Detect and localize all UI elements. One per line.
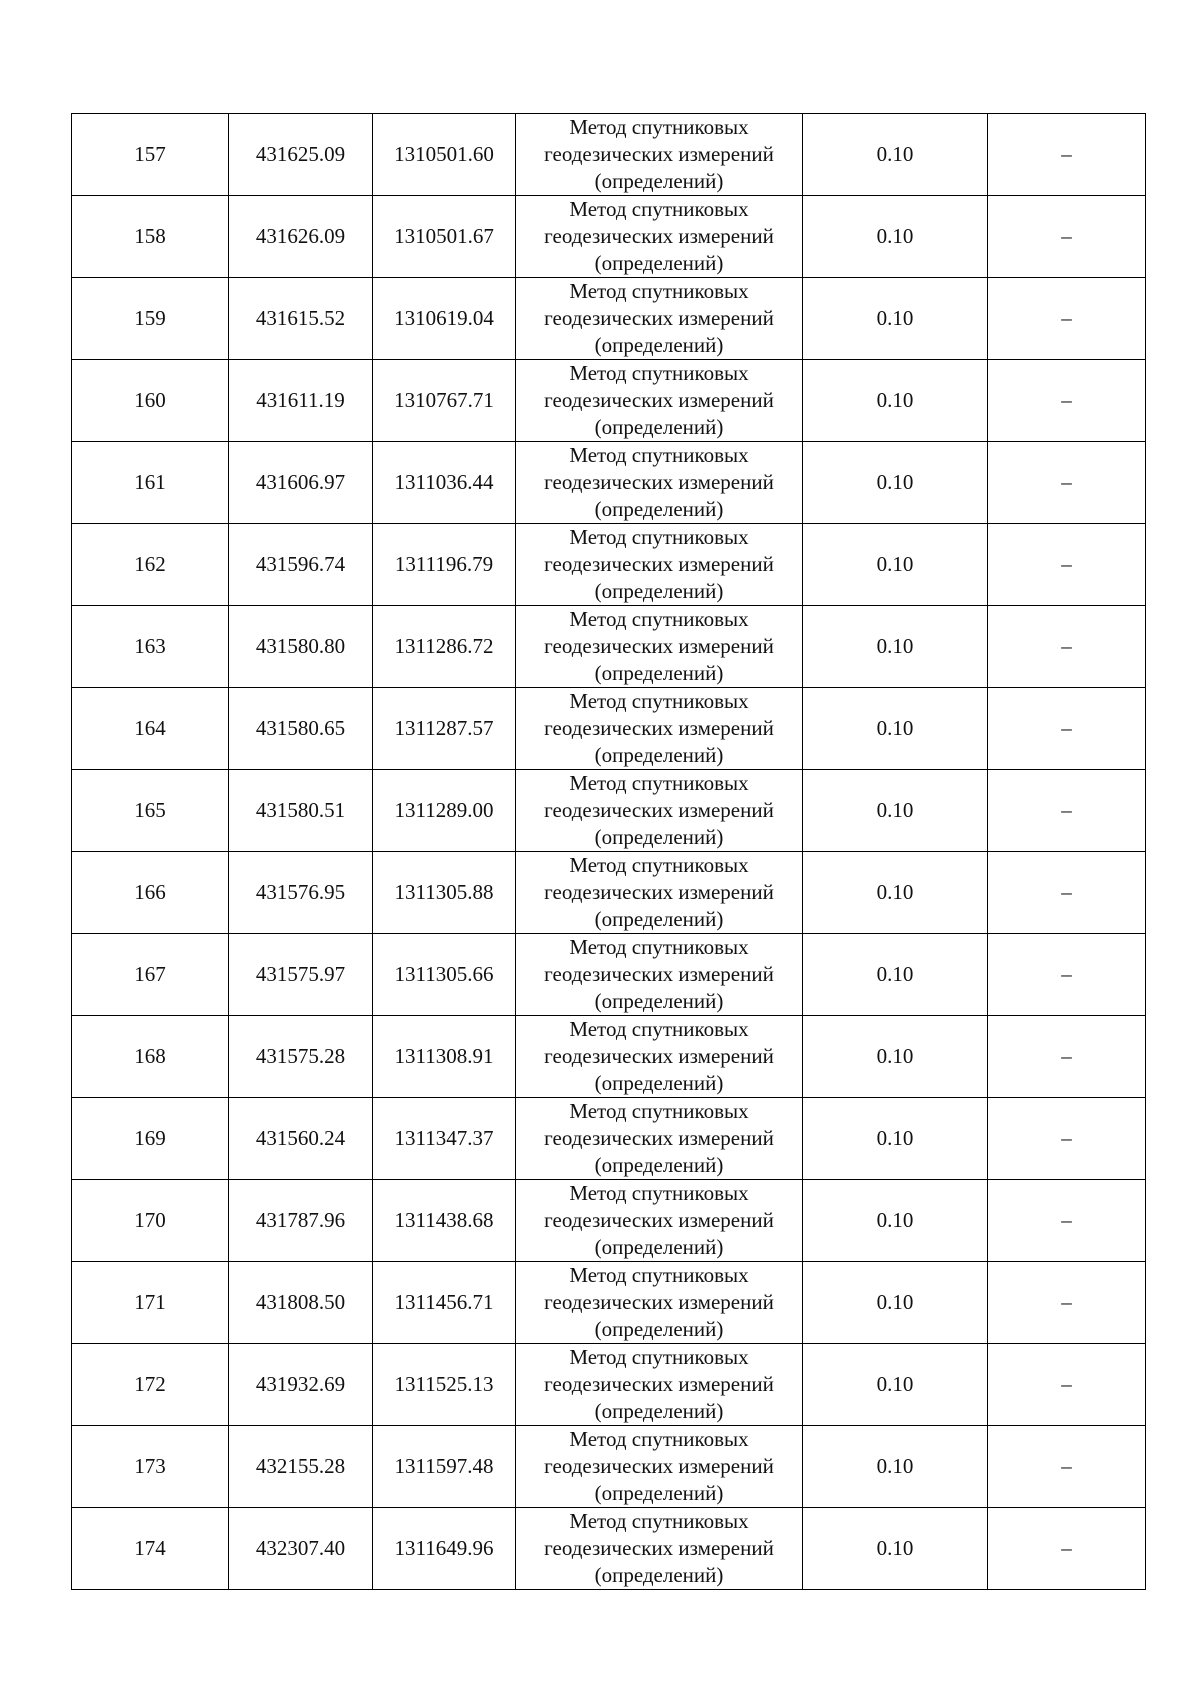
method-line: Метод спутниковых [569, 1017, 749, 1041]
y-coordinate-cell: 1311649.96 [373, 1508, 516, 1590]
y-coordinate-cell: 1311287.57 [373, 688, 516, 770]
table-row [72, 360, 1146, 442]
method-line: (определений) [594, 497, 724, 521]
method-line: геодезических измерений [544, 1290, 774, 1314]
method-cell [516, 770, 803, 852]
point-number-cell: 167 [72, 934, 229, 1016]
method-line: (определений) [594, 333, 724, 357]
method-line: геодезических измерений [544, 1454, 774, 1478]
method-cell [516, 934, 803, 1016]
accuracy-cell: 0.10 [803, 688, 988, 770]
method-line: Метод спутниковых [569, 689, 749, 713]
x-coordinate-cell: 431596.74 [229, 524, 373, 606]
point-number-cell: 163 [72, 606, 229, 688]
accuracy-cell: 0.10 [803, 1344, 988, 1426]
table-row [72, 524, 1146, 606]
method-cell [516, 196, 803, 278]
method-line: (определений) [594, 1153, 724, 1177]
method-line: Метод спутниковых [569, 1345, 749, 1369]
table-row [72, 1016, 1146, 1098]
table-row [72, 1426, 1146, 1508]
method-line: геодезических измерений [544, 716, 774, 740]
note-cell: – [988, 934, 1146, 1016]
y-coordinate-cell: 1310501.67 [373, 196, 516, 278]
note-cell: – [988, 606, 1146, 688]
method-line: геодезических измерений [544, 306, 774, 330]
note-cell: – [988, 1180, 1146, 1262]
accuracy-cell: 0.10 [803, 852, 988, 934]
y-coordinate-cell: 1311196.79 [373, 524, 516, 606]
table-row [72, 196, 1146, 278]
y-coordinate-cell: 1311305.88 [373, 852, 516, 934]
method-line: геодезических измерений [544, 224, 774, 248]
table-row [72, 1344, 1146, 1426]
x-coordinate-cell: 431575.28 [229, 1016, 373, 1098]
method-cell [516, 360, 803, 442]
method-line: (определений) [594, 661, 724, 685]
method-line: геодезических измерений [544, 1372, 774, 1396]
accuracy-cell: 0.10 [803, 114, 988, 196]
accuracy-cell: 0.10 [803, 1426, 988, 1508]
note-cell: – [988, 1098, 1146, 1180]
method-cell [516, 114, 803, 196]
point-number-cell: 162 [72, 524, 229, 606]
y-coordinate-cell: 1311438.68 [373, 1180, 516, 1262]
note-cell: – [988, 1262, 1146, 1344]
y-coordinate-cell: 1310767.71 [373, 360, 516, 442]
table-row [72, 442, 1146, 524]
x-coordinate-cell: 431932.69 [229, 1344, 373, 1426]
table-row [72, 770, 1146, 852]
table-row [72, 278, 1146, 360]
accuracy-cell: 0.10 [803, 1180, 988, 1262]
table-row [72, 606, 1146, 688]
point-number-cell: 171 [72, 1262, 229, 1344]
method-line: геодезических измерений [544, 798, 774, 822]
method-line: Метод спутниковых [569, 197, 749, 221]
method-line: Метод спутниковых [569, 1181, 749, 1205]
method-line: геодезических измерений [544, 634, 774, 658]
y-coordinate-cell: 1311036.44 [373, 442, 516, 524]
method-line: Метод спутниковых [569, 1263, 749, 1287]
accuracy-cell: 0.10 [803, 278, 988, 360]
accuracy-cell: 0.10 [803, 442, 988, 524]
y-coordinate-cell: 1311525.13 [373, 1344, 516, 1426]
note-cell: – [988, 1016, 1146, 1098]
point-number-cell: 158 [72, 196, 229, 278]
method-line: (определений) [594, 989, 724, 1013]
y-coordinate-cell: 1311347.37 [373, 1098, 516, 1180]
method-cell [516, 1262, 803, 1344]
method-cell [516, 1016, 803, 1098]
method-line: (определений) [594, 1399, 724, 1423]
method-cell [516, 1508, 803, 1590]
method-line: Метод спутниковых [569, 853, 749, 877]
coordinates-table [71, 113, 1146, 1590]
x-coordinate-cell: 431580.65 [229, 688, 373, 770]
method-line: (определений) [594, 579, 724, 603]
method-line: (определений) [594, 907, 724, 931]
method-line: Метод спутниковых [569, 771, 749, 795]
method-line: геодезических измерений [544, 142, 774, 166]
x-coordinate-cell: 431611.19 [229, 360, 373, 442]
x-coordinate-cell: 431576.95 [229, 852, 373, 934]
note-cell: – [988, 1508, 1146, 1590]
method-line: (определений) [594, 743, 724, 767]
note-cell: – [988, 688, 1146, 770]
table-row [72, 1098, 1146, 1180]
method-cell [516, 442, 803, 524]
method-line: (определений) [594, 1071, 724, 1095]
point-number-cell: 169 [72, 1098, 229, 1180]
method-line: Метод спутниковых [569, 1427, 749, 1451]
x-coordinate-cell: 431625.09 [229, 114, 373, 196]
accuracy-cell: 0.10 [803, 524, 988, 606]
method-line: (определений) [594, 1481, 724, 1505]
point-number-cell: 164 [72, 688, 229, 770]
method-line: геодезических измерений [544, 1536, 774, 1560]
method-line: Метод спутниковых [569, 525, 749, 549]
accuracy-cell: 0.10 [803, 1508, 988, 1590]
method-line: Метод спутниковых [569, 115, 749, 139]
y-coordinate-cell: 1311289.00 [373, 770, 516, 852]
point-number-cell: 166 [72, 852, 229, 934]
accuracy-cell: 0.10 [803, 360, 988, 442]
method-cell [516, 688, 803, 770]
note-cell: – [988, 114, 1146, 196]
method-line: (определений) [594, 825, 724, 849]
x-coordinate-cell: 431580.80 [229, 606, 373, 688]
point-number-cell: 170 [72, 1180, 229, 1262]
note-cell: – [988, 770, 1146, 852]
y-coordinate-cell: 1311308.91 [373, 1016, 516, 1098]
method-cell [516, 278, 803, 360]
method-line: Метод спутниковых [569, 279, 749, 303]
accuracy-cell: 0.10 [803, 1016, 988, 1098]
method-cell [516, 1426, 803, 1508]
method-line: (определений) [594, 251, 724, 275]
accuracy-cell: 0.10 [803, 934, 988, 1016]
method-cell [516, 1344, 803, 1426]
y-coordinate-cell: 1310501.60 [373, 114, 516, 196]
table-row [72, 1508, 1146, 1590]
method-line: (определений) [594, 1563, 724, 1587]
x-coordinate-cell: 431606.97 [229, 442, 373, 524]
y-coordinate-cell: 1311597.48 [373, 1426, 516, 1508]
point-number-cell: 159 [72, 278, 229, 360]
note-cell: – [988, 524, 1146, 606]
note-cell: – [988, 278, 1146, 360]
method-line: (определений) [594, 169, 724, 193]
x-coordinate-cell: 431626.09 [229, 196, 373, 278]
note-cell: – [988, 1344, 1146, 1426]
method-line: (определений) [594, 1317, 724, 1341]
point-number-cell: 174 [72, 1508, 229, 1590]
x-coordinate-cell: 431575.97 [229, 934, 373, 1016]
method-line: (определений) [594, 415, 724, 439]
method-line: геодезических измерений [544, 470, 774, 494]
method-line: геодезических измерений [544, 1126, 774, 1150]
method-cell [516, 1180, 803, 1262]
method-line: геодезических измерений [544, 1208, 774, 1232]
method-cell [516, 524, 803, 606]
point-number-cell: 161 [72, 442, 229, 524]
x-coordinate-cell: 432155.28 [229, 1426, 373, 1508]
accuracy-cell: 0.10 [803, 196, 988, 278]
method-line: Метод спутниковых [569, 607, 749, 631]
y-coordinate-cell: 1311456.71 [373, 1262, 516, 1344]
document-page [71, 113, 1145, 1590]
x-coordinate-cell: 431580.51 [229, 770, 373, 852]
point-number-cell: 157 [72, 114, 229, 196]
note-cell: – [988, 852, 1146, 934]
note-cell: – [988, 196, 1146, 278]
y-coordinate-cell: 1310619.04 [373, 278, 516, 360]
x-coordinate-cell: 431615.52 [229, 278, 373, 360]
method-cell [516, 606, 803, 688]
x-coordinate-cell: 431808.50 [229, 1262, 373, 1344]
method-line: Метод спутниковых [569, 1509, 749, 1533]
table-row [72, 688, 1146, 770]
method-line: Метод спутниковых [569, 361, 749, 385]
method-line: Метод спутниковых [569, 1099, 749, 1123]
x-coordinate-cell: 432307.40 [229, 1508, 373, 1590]
y-coordinate-cell: 1311286.72 [373, 606, 516, 688]
method-line: геодезических измерений [544, 962, 774, 986]
point-number-cell: 173 [72, 1426, 229, 1508]
method-line: (определений) [594, 1235, 724, 1259]
method-cell [516, 1098, 803, 1180]
note-cell: – [988, 442, 1146, 524]
method-line: Метод спутниковых [569, 443, 749, 467]
accuracy-cell: 0.10 [803, 1098, 988, 1180]
table-row [72, 1262, 1146, 1344]
table-row [72, 114, 1146, 196]
point-number-cell: 160 [72, 360, 229, 442]
note-cell: – [988, 360, 1146, 442]
accuracy-cell: 0.10 [803, 606, 988, 688]
method-line: геодезических измерений [544, 1044, 774, 1068]
method-line: Метод спутниковых [569, 935, 749, 959]
x-coordinate-cell: 431787.96 [229, 1180, 373, 1262]
note-cell: – [988, 1426, 1146, 1508]
point-number-cell: 168 [72, 1016, 229, 1098]
table-row [72, 852, 1146, 934]
method-line: геодезических измерений [544, 388, 774, 412]
coordinates-table-body [72, 114, 1146, 1590]
accuracy-cell: 0.10 [803, 1262, 988, 1344]
method-line: геодезических измерений [544, 552, 774, 576]
table-row [72, 934, 1146, 1016]
table-row [72, 1180, 1146, 1262]
point-number-cell: 165 [72, 770, 229, 852]
method-line: геодезических измерений [544, 880, 774, 904]
point-number-cell: 172 [72, 1344, 229, 1426]
x-coordinate-cell: 431560.24 [229, 1098, 373, 1180]
method-cell [516, 852, 803, 934]
accuracy-cell: 0.10 [803, 770, 988, 852]
y-coordinate-cell: 1311305.66 [373, 934, 516, 1016]
